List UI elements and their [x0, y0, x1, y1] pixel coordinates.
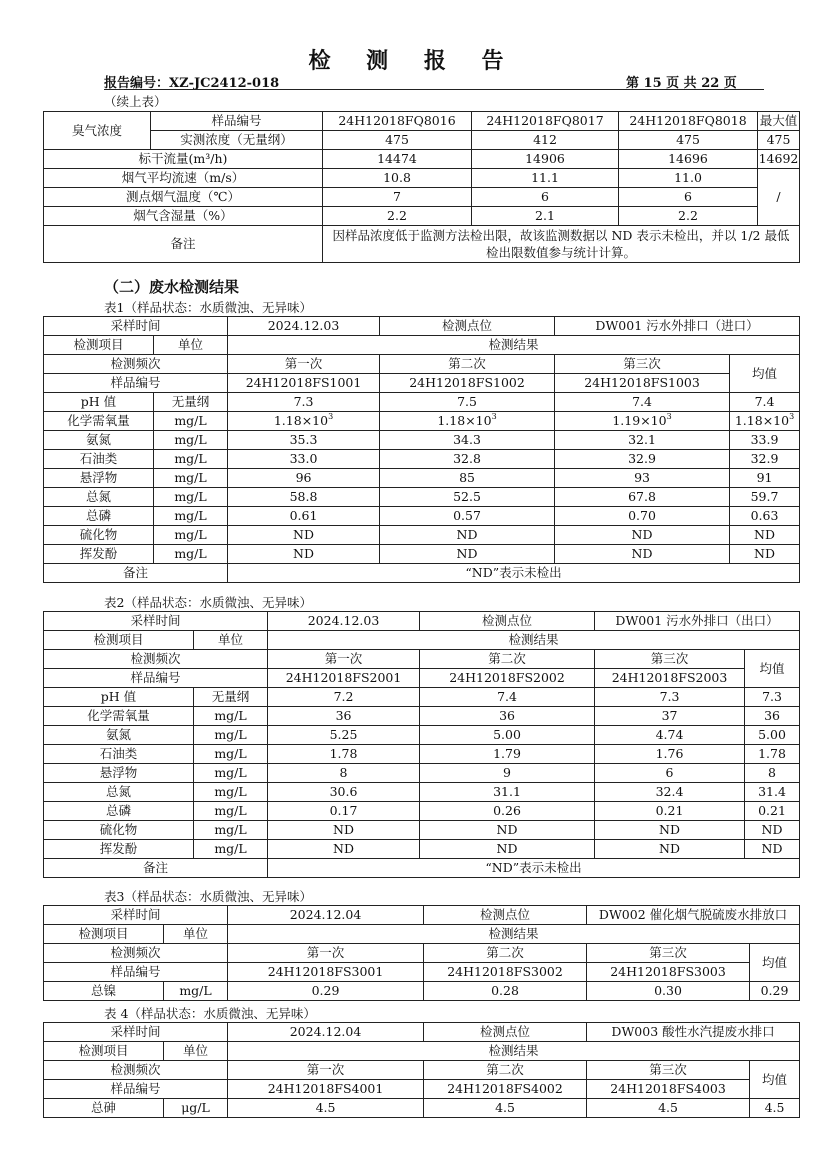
item-label: 检测项目 [44, 631, 194, 650]
table-row [44, 764, 800, 783]
result-value [228, 412, 380, 431]
table-row [44, 393, 800, 412]
item-name: 氨氮 [44, 431, 154, 450]
item-unit: mg/L [154, 488, 228, 507]
item-unit: mg/L [154, 412, 228, 431]
point-label: 检测点位 [424, 1023, 587, 1042]
flow-value: 14906 [472, 150, 619, 169]
result-value [730, 412, 800, 431]
temp-value: 6 [472, 188, 619, 207]
item-unit: mg/L [194, 821, 268, 840]
table-row [44, 745, 800, 764]
time-2: 第二次 [380, 355, 555, 374]
result-value: ND [730, 545, 800, 564]
freq-label: 检测频次 [44, 355, 228, 374]
result-value: ND [745, 821, 800, 840]
result-value: 96 [228, 469, 380, 488]
result-value: 36 [420, 707, 595, 726]
result-value: 35.3 [228, 431, 380, 450]
item-unit: mg/L [154, 507, 228, 526]
time-2: 第二次 [420, 650, 595, 669]
temp-label: 测点烟气温度（℃） [44, 188, 323, 207]
result-value: 59.7 [730, 488, 800, 507]
result-value: 30.6 [268, 783, 420, 802]
time-3: 第三次 [587, 1061, 750, 1080]
speed-value: 11.1 [472, 169, 619, 188]
mantissa: 1.18×10 [437, 413, 492, 428]
speed-label: 烟气平均流速（m/s） [44, 169, 323, 188]
exponent: 3 [328, 412, 334, 421]
water-table-1 [43, 316, 800, 583]
point-value: DW001 污水外排口（出口） [595, 612, 800, 631]
air-note: 因样品浓度低于监测方法检出限，故该监测数据以 ND 表示未检出，并以 1/2 最低检出限数值参与统计计算。 [323, 226, 800, 263]
mantissa: 1.19×10 [612, 413, 667, 428]
item-unit: mg/L [194, 783, 268, 802]
table4-caption: 表 4（样品状态：水质微浊、无异味） [104, 1006, 316, 1021]
result-value: 1.78 [268, 745, 420, 764]
item-unit: mg/L [164, 982, 228, 1001]
section-title: （二）废水检测结果 [104, 278, 240, 296]
speed-value: 10.8 [323, 169, 472, 188]
speed-value: 11.0 [619, 169, 758, 188]
unit-label: 单位 [194, 631, 268, 650]
sample-time-label: 采样时间 [44, 1023, 228, 1042]
result-value: 7.5 [380, 393, 555, 412]
table-row [44, 526, 800, 545]
report-number: 报告编号：XZ-JC2412-018 [104, 76, 280, 91]
moisture-value: 2.2 [619, 207, 758, 226]
item-name: 化学需氧量 [44, 707, 194, 726]
item-name: 悬浮物 [44, 469, 154, 488]
flow-value: 14696 [619, 150, 758, 169]
flow-label: 标干流量(m³/h) [44, 150, 323, 169]
item-name: 挥发酚 [44, 840, 194, 859]
freq-label: 检测频次 [44, 650, 268, 669]
table-row [44, 802, 800, 821]
continued-label: （续上表） [104, 94, 167, 109]
result-value: ND [555, 526, 730, 545]
report-title: 检 测 报 告 [308, 49, 518, 74]
item-name: 总磷 [44, 802, 194, 821]
sample-no: 24H12018FS4001 [228, 1080, 424, 1099]
table2-caption: 表2（样品状态：水质微浊、无异味） [104, 595, 312, 610]
item-unit: μg/L [164, 1099, 228, 1118]
result-value: ND [595, 840, 745, 859]
result-label: 检测结果 [268, 631, 800, 650]
sample-no-label: 样品编号 [44, 669, 268, 688]
max-label: 最大值 [758, 112, 800, 131]
point-value: DW003 酸性水汽提废水排口 [587, 1023, 800, 1042]
result-value: 7.3 [595, 688, 745, 707]
measured-value: 412 [472, 131, 619, 150]
result-value: ND [268, 840, 420, 859]
result-value: 0.57 [380, 507, 555, 526]
freq-label: 检测频次 [44, 944, 228, 963]
result-value: 0.17 [268, 802, 420, 821]
point-label: 检测点位 [380, 317, 555, 336]
result-value: ND [595, 821, 745, 840]
nd-note: “ND”表示未检出 [268, 859, 800, 878]
result-value [555, 412, 730, 431]
result-value: 33.0 [228, 450, 380, 469]
result-value: 52.5 [380, 488, 555, 507]
item-unit: mg/L [194, 726, 268, 745]
mean-label: 均值 [745, 650, 800, 688]
result-value: ND [555, 545, 730, 564]
item-unit: mg/L [194, 745, 268, 764]
sample-no: 24H12018FS1001 [228, 374, 380, 393]
sample-no: 24H12018FS3002 [424, 963, 587, 982]
sample-no: 24H12018FS2001 [268, 669, 420, 688]
result-value: 7.4 [730, 393, 800, 412]
item-unit: 无量纲 [154, 393, 228, 412]
item-name: 石油类 [44, 450, 154, 469]
result-value: 1.78 [745, 745, 800, 764]
sample-no-label: 样品编号 [44, 1080, 228, 1099]
result-value: 6 [595, 764, 745, 783]
item-name: 化学需氧量 [44, 412, 154, 431]
mean-label: 均值 [750, 944, 800, 982]
result-value: 0.29 [750, 982, 800, 1001]
result-value: 4.5 [424, 1099, 587, 1118]
time-1: 第一次 [228, 355, 380, 374]
sample-no: 24H12018FQ8016 [323, 112, 472, 131]
result-value: 8 [268, 764, 420, 783]
result-value: 4.5 [587, 1099, 750, 1118]
table-row [44, 821, 800, 840]
exponent: 3 [789, 412, 795, 421]
sample-no: 24H12018FS2003 [595, 669, 745, 688]
result-value: ND [228, 545, 380, 564]
result-value: 7.4 [420, 688, 595, 707]
mantissa: 1.18×10 [273, 413, 329, 428]
result-value: 33.9 [730, 431, 800, 450]
result-value: ND [420, 840, 595, 859]
result-value: 0.26 [420, 802, 595, 821]
remark-label: 备注 [44, 564, 228, 583]
slash-cell: / [758, 169, 800, 226]
point-label: 检测点位 [420, 612, 595, 631]
water-table-2 [43, 611, 800, 878]
result-value: 37 [595, 707, 745, 726]
freq-label: 检测频次 [44, 1061, 228, 1080]
item-unit: mg/L [194, 707, 268, 726]
sample-date: 2024.12.04 [228, 1023, 424, 1042]
sample-no: 24H12018FS4002 [424, 1080, 587, 1099]
result-value: ND [745, 840, 800, 859]
result-value: ND [730, 526, 800, 545]
table-row [44, 450, 800, 469]
moisture-label: 烟气含湿量（%） [44, 207, 323, 226]
point-label: 检测点位 [424, 906, 587, 925]
measured-value: 475 [619, 131, 758, 150]
item-name: 总镍 [44, 982, 164, 1001]
result-value: 4.5 [228, 1099, 424, 1118]
item-name: 总砷 [44, 1099, 164, 1118]
item-unit: mg/L [194, 802, 268, 821]
flow-max: 14692 [758, 150, 800, 169]
table3-caption: 表3（样品状态：水质微浊、无异味） [104, 889, 312, 904]
sample-no-label: 样品编号 [44, 374, 228, 393]
header-rule [104, 89, 764, 90]
table-row [44, 688, 800, 707]
sample-date: 2024.12.03 [228, 317, 380, 336]
result-value: 5.00 [420, 726, 595, 745]
time-2: 第二次 [424, 944, 587, 963]
item-unit: mg/L [154, 526, 228, 545]
result-value: ND [380, 526, 555, 545]
result-value: 0.21 [745, 802, 800, 821]
time-1: 第一次 [268, 650, 420, 669]
point-value: DW002 催化烟气脱硫废水排放口 [587, 906, 800, 925]
result-value: 9 [420, 764, 595, 783]
point-value: DW001 污水外排口（进口） [555, 317, 800, 336]
time-3: 第三次 [595, 650, 745, 669]
sample-no: 24H12018FS3003 [587, 963, 750, 982]
exponent: 3 [666, 412, 672, 421]
table-row [44, 488, 800, 507]
sample-time-label: 采样时间 [44, 317, 228, 336]
sample-no-label: 样品编号 [151, 112, 323, 131]
table-row [44, 545, 800, 564]
result-value: 32.8 [380, 450, 555, 469]
time-1: 第一次 [228, 1061, 424, 1080]
item-name: 硫化物 [44, 821, 194, 840]
item-unit: 无量纲 [194, 688, 268, 707]
table-row [44, 412, 800, 431]
result-value: ND [228, 526, 380, 545]
table-row [44, 783, 800, 802]
result-value: 4.74 [595, 726, 745, 745]
table-row [44, 431, 800, 450]
table-row [44, 507, 800, 526]
unit-label: 单位 [164, 1042, 228, 1061]
result-value: 8 [745, 764, 800, 783]
air-table [43, 111, 800, 263]
result-value: 0.70 [555, 507, 730, 526]
item-name: pH 值 [44, 688, 194, 707]
result-value: 0.21 [595, 802, 745, 821]
table-row [44, 1099, 800, 1118]
water-table-3 [43, 905, 800, 1001]
sample-no: 24H12018FS2002 [420, 669, 595, 688]
measured-value: 475 [323, 131, 472, 150]
sample-time-label: 采样时间 [44, 612, 268, 631]
measured-label: 实测浓度（无量纲） [151, 131, 323, 150]
item-name: 悬浮物 [44, 764, 194, 783]
mean-label: 均值 [750, 1061, 800, 1099]
result-value: 93 [555, 469, 730, 488]
result-value: 36 [268, 707, 420, 726]
result-value: 32.9 [555, 450, 730, 469]
result-value: 58.8 [228, 488, 380, 507]
sample-no: 24H12018FS3001 [228, 963, 424, 982]
page-info: 第 15 页 共 22 页 [626, 76, 737, 91]
result-value: 0.63 [730, 507, 800, 526]
result-value: 36 [745, 707, 800, 726]
result-value: 67.8 [555, 488, 730, 507]
item-name: 总氮 [44, 783, 194, 802]
item-name: 总磷 [44, 507, 154, 526]
result-value: 0.61 [228, 507, 380, 526]
item-unit: mg/L [194, 840, 268, 859]
temp-value: 6 [619, 188, 758, 207]
time-3: 第三次 [555, 355, 730, 374]
result-label: 检测结果 [228, 336, 800, 355]
result-value: 34.3 [380, 431, 555, 450]
sample-no: 24H12018FS1003 [555, 374, 730, 393]
time-3: 第三次 [587, 944, 750, 963]
item-unit: mg/L [154, 450, 228, 469]
result-label: 检测结果 [228, 925, 800, 944]
sample-date: 2024.12.03 [268, 612, 420, 631]
result-value: ND [268, 821, 420, 840]
unit-label: 单位 [154, 336, 228, 355]
result-value: 7.2 [268, 688, 420, 707]
result-value: ND [420, 821, 595, 840]
item-name: 挥发酚 [44, 545, 154, 564]
result-label: 检测结果 [228, 1042, 800, 1061]
item-unit: mg/L [154, 431, 228, 450]
result-value [380, 412, 555, 431]
result-value: 32.1 [555, 431, 730, 450]
result-value: 0.28 [424, 982, 587, 1001]
item-name: 硫化物 [44, 526, 154, 545]
item-name: pH 值 [44, 393, 154, 412]
table-row [44, 469, 800, 488]
result-value: 7.3 [745, 688, 800, 707]
exponent: 3 [491, 412, 497, 421]
table-row [44, 707, 800, 726]
odor-label: 臭气浓度 [44, 112, 151, 150]
result-value: 31.1 [420, 783, 595, 802]
sample-no: 24H12018FS4003 [587, 1080, 750, 1099]
result-value: 7.3 [228, 393, 380, 412]
result-value: 91 [730, 469, 800, 488]
moisture-value: 2.2 [323, 207, 472, 226]
moisture-value: 2.1 [472, 207, 619, 226]
sample-no: 24H12018FS1002 [380, 374, 555, 393]
nd-note: “ND”表示未检出 [228, 564, 800, 583]
sample-time-label: 采样时间 [44, 906, 228, 925]
result-value: 7.4 [555, 393, 730, 412]
item-label: 检测项目 [44, 336, 154, 355]
remark-label: 备注 [44, 859, 268, 878]
result-value: ND [380, 545, 555, 564]
sample-no: 24H12018FQ8017 [472, 112, 619, 131]
flow-value: 14474 [323, 150, 472, 169]
result-value: 32.9 [730, 450, 800, 469]
result-value: 0.30 [587, 982, 750, 1001]
item-name: 石油类 [44, 745, 194, 764]
result-value: 5.00 [745, 726, 800, 745]
result-value: 85 [380, 469, 555, 488]
table-row [44, 726, 800, 745]
item-unit: mg/L [154, 469, 228, 488]
item-label: 检测项目 [44, 1042, 164, 1061]
result-value: 1.76 [595, 745, 745, 764]
mantissa: 1.18×10 [734, 413, 790, 428]
result-value: 5.25 [268, 726, 420, 745]
result-value: 0.29 [228, 982, 424, 1001]
air-note-label: 备注 [44, 226, 323, 263]
result-value: 32.4 [595, 783, 745, 802]
item-unit: mg/L [154, 545, 228, 564]
table-row [44, 982, 800, 1001]
sample-no-label: 样品编号 [44, 963, 228, 982]
unit-label: 单位 [164, 925, 228, 944]
time-1: 第一次 [228, 944, 424, 963]
sample-date: 2024.12.04 [228, 906, 424, 925]
item-label: 检测项目 [44, 925, 164, 944]
time-2: 第二次 [424, 1061, 587, 1080]
sample-no: 24H12018FQ8018 [619, 112, 758, 131]
temp-value: 7 [323, 188, 472, 207]
table1-caption: 表1（样品状态：水质微浊、无异味） [104, 300, 312, 315]
measured-max: 475 [758, 131, 800, 150]
mean-label: 均值 [730, 355, 800, 393]
item-name: 氨氮 [44, 726, 194, 745]
result-value: 1.79 [420, 745, 595, 764]
result-value: 4.5 [750, 1099, 800, 1118]
water-table-4 [43, 1022, 800, 1118]
item-name: 总氮 [44, 488, 154, 507]
table-row [44, 840, 800, 859]
item-unit: mg/L [194, 764, 268, 783]
result-value: 31.4 [745, 783, 800, 802]
